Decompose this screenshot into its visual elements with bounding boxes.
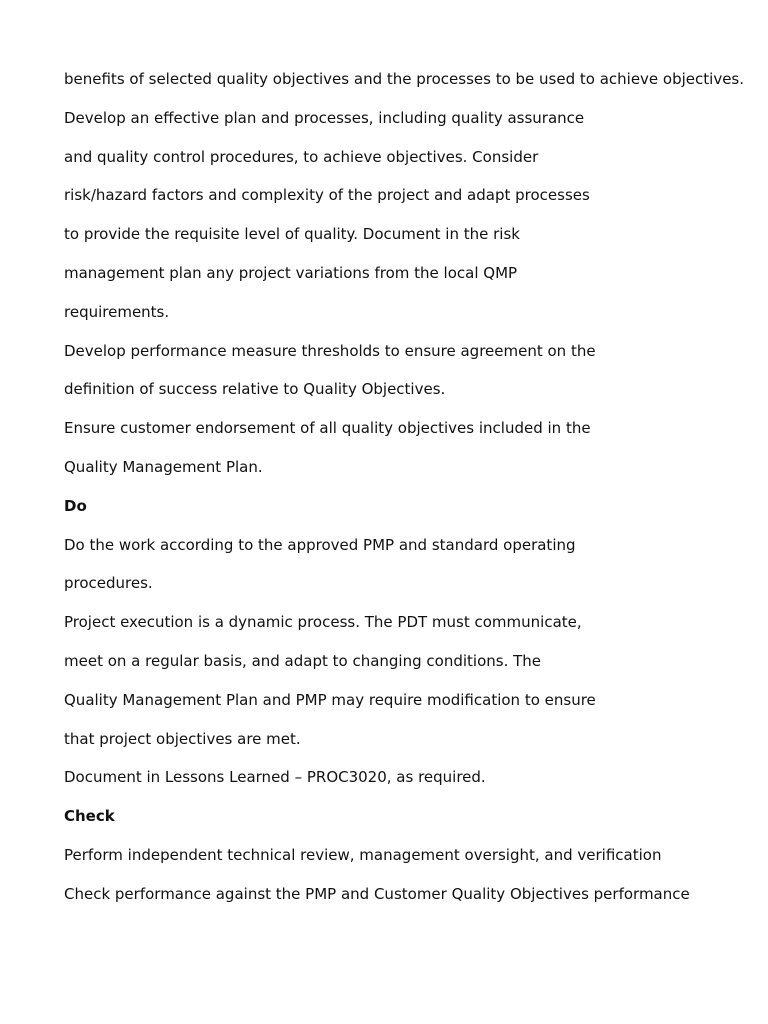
text-line: risk/hazard factors and complexity of the project and adapt processes [64, 186, 590, 205]
text-line: Check performance against the PMP and Customer Quality Objectives performance [64, 884, 690, 903]
text-line: Perform independent technical review, management oversight, and verification [64, 845, 662, 864]
section-heading-do: Do [64, 496, 87, 515]
text-line: Quality Management Plan and PMP may require modification to ensure [64, 690, 596, 709]
text-line: procedures. [64, 574, 153, 593]
text-line: requirements. [64, 302, 170, 321]
text-line: Document in Lessons Learned – PROC3020, as required. [64, 768, 486, 787]
document-body [64, 60, 745, 914]
text-line: benefits of selected quality objectives and the processes to be used to achieve objectives. [64, 70, 745, 88]
text-line: Do the work according to the approved PMP and standard operating [64, 535, 576, 554]
text-line: definition of success relative to Quality Objectives. [64, 380, 446, 399]
text-line: that project objectives are met. [64, 729, 301, 748]
text-line: and quality control procedures, to achieve objectives. Consider [64, 147, 539, 166]
text-line: meet on a regular basis, and adapt to changing conditions. The [64, 651, 541, 670]
text-line: Quality Management Plan. [64, 457, 263, 476]
text-line: Develop performance measure thresholds to ensure agreement on the [64, 341, 596, 360]
text-line: to provide the requisite level of quality. Document in the risk [64, 225, 520, 244]
section-heading-check: Check [64, 807, 115, 826]
text-line: Develop an effective plan and processes, including quality assurance [64, 108, 585, 127]
text-line: management plan any project variations from the local QMP [64, 263, 518, 282]
text-line: Ensure customer endorsement of all quality objectives included in the [64, 419, 591, 438]
text-line: Project execution is a dynamic process. The PDT must communicate, [64, 613, 582, 632]
